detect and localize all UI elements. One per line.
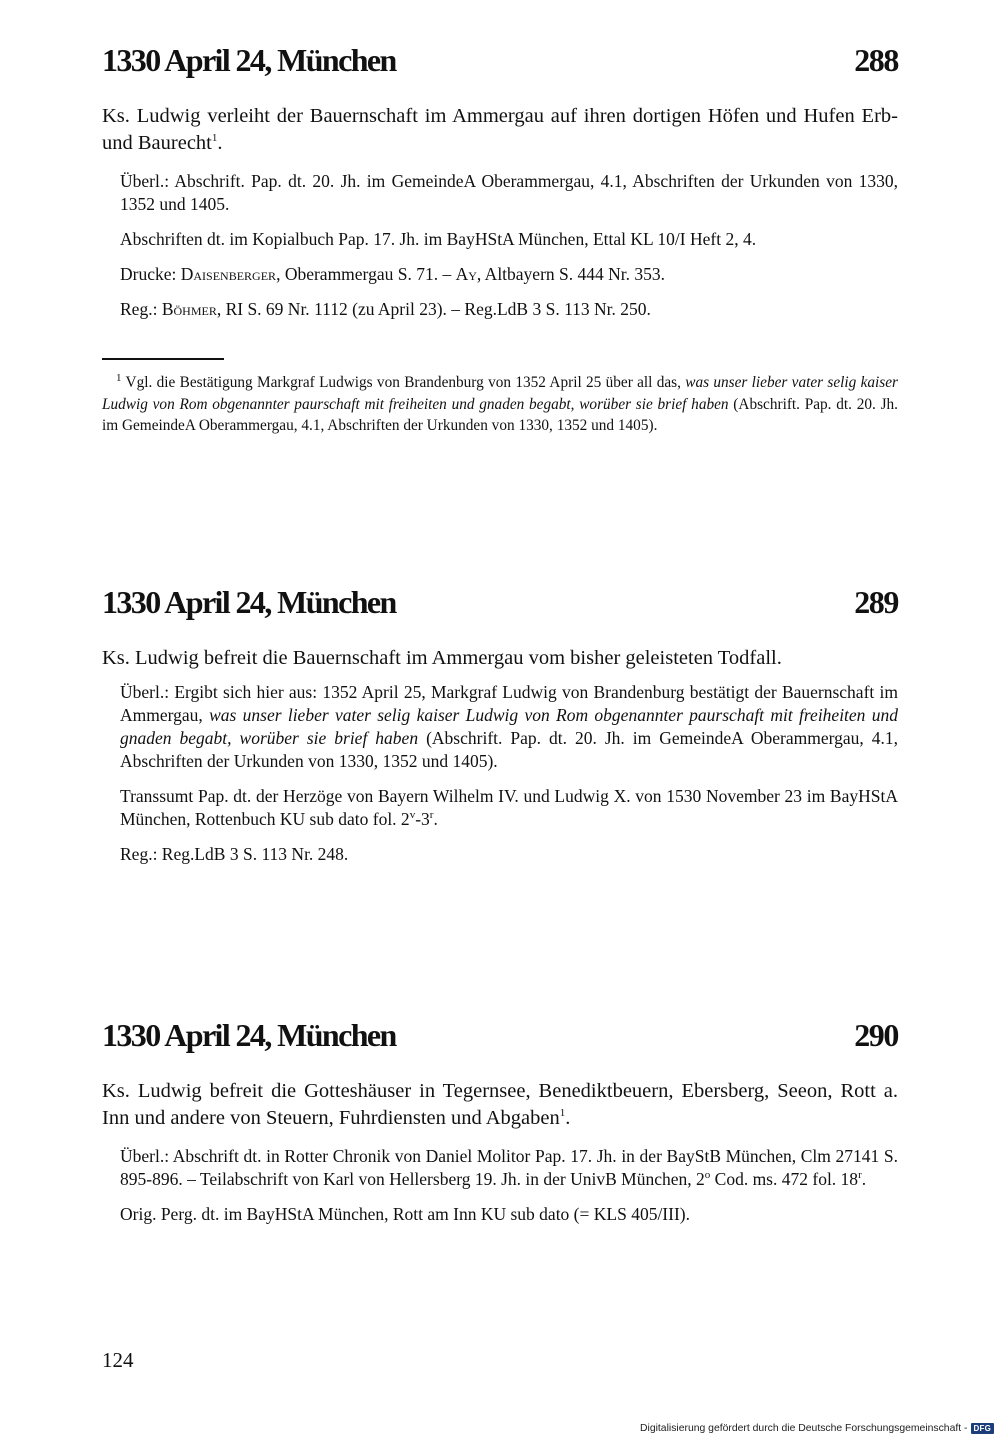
- entry-number: 289: [854, 584, 898, 620]
- footnote-reference[interactable]: 1: [559, 1107, 566, 1120]
- entry-date: 1330 April 24, München: [102, 1017, 396, 1053]
- entry-290: [102, 1017, 898, 1226]
- entry-regest: Ks. Ludwig verleiht der Bauernschaft im Ammergau auf ihren dortigen Höfen und Hufen Erb- und Baurecht$^1$.: [102, 105, 898, 154]
- original-paragraph: Orig. Perg. dt. im BayHStA München, Rott am Inn KU sub dato (= KLS 405/III).: [120, 1204, 690, 1224]
- transsumt-paragraph: Transsumt Pap. dt. der Herzöge von Bayern Wilhelm IV. und Ludwig X. von 1530 November 23 im BayHStA München, Rottenbuch KU sub dato fol. 2$^v$-3$^r$.: [120, 786, 898, 829]
- entry-header: [102, 584, 898, 624]
- entry-regest: Ks. Ludwig befreit die Bauernschaft im Ammergau vom bisher geleisteten Todfall.: [102, 647, 782, 669]
- footnote: $^1$ Vgl. die Bestätigung Markgraf Ludwigs von Brandenburg von 1352 April 25 über all das, was unser lieber vater selig kaiser Ludwig von Rom obgenannter paurschaft mit freiheiten und gnaden begabt, worüber sie brief haben (Abschrift. Pap. dt. 20. Jh. im GemeindeA Oberammergau, 4.1, Abschriften der Urkunden von 1330, 1352 und 1405).: [102, 371, 898, 435]
- entry-number: 290: [854, 1017, 898, 1053]
- page-number: 124: [102, 1348, 134, 1372]
- abschriften-paragraph: Abschriften dt. im Kopialbuch Pap. 17. Jh. im BayHStA München, Ettal KL 10/I Heft 2, 4.: [120, 229, 757, 249]
- regesten-paragraph: Reg.: Reg.LdB 3 S. 113 Nr. 248.: [120, 844, 349, 864]
- drucke-paragraph: Drucke: Daisenberger, Oberammergau S. 71. – Ay, Altbayern S. 444 Nr. 353.: [120, 264, 666, 284]
- footnote-mark: 1: [116, 371, 122, 384]
- funding-credit: [608, 1422, 994, 1434]
- regesten-paragraph: Reg.: Böhmer, RI S. 69 Nr. 1112 (zu April 23). – Reg.LdB 3 S. 113 Nr. 250.: [120, 299, 651, 319]
- dfg-logo-icon: DFG: [971, 1423, 995, 1434]
- entry-date: 1330 April 24, München: [102, 42, 396, 78]
- entry-regest: Ks. Ludwig befreit die Gotteshäuser in Tegernsee, Benediktbeuern, Ebersberg, Seeon, Rott a. Inn und andere von Steuern, Fuhrdiensten und Abgaben$^1$.: [102, 1080, 898, 1129]
- entry-289: [102, 584, 898, 866]
- uberlieferung-paragraph: Überl.: Abschrift. Pap. dt. 20. Jh. im GemeindeA Oberammergau, 4.1, Abschriften der Urkunden von 1330, 1352 und 1405.: [120, 171, 898, 214]
- uberlieferung-paragraph: Überl.: Abschrift dt. in Rotter Chronik von Daniel Molitor Pap. 17. Jh. in der BayStB München, Clm 27141 S. 895-896. – Teilabschrift von Karl von Hellersberg 19. Jh. in der UnivB München, 2$^o$ Cod. ms. 472 fol. 18$^r$.: [120, 1146, 898, 1189]
- entry-header: [102, 42, 898, 82]
- entry-number: 288: [854, 42, 898, 78]
- footnote-divider: [102, 358, 224, 360]
- entry-date: 1330 April 24, München: [102, 584, 396, 620]
- uberlieferung-paragraph: Überl.: Ergibt sich hier aus: 1352 April 25, Markgraf Ludwig von Brandenburg bestätigt der Bauernschaft im Ammergau, was unser lieber vater selig kaiser Ludwig von Rom obgenannter paurschaft mit freiheiten und gnaden begabt, worüber sie brief haben (Abschrift. Pap. dt. 20. Jh. im GemeindeA Oberammergau, 4.1, Abschriften der Urkunden von 1330, 1352 und 1405).: [120, 682, 898, 771]
- entry-header: [102, 1017, 898, 1057]
- entry-288: [102, 42, 898, 321]
- footnote-reference[interactable]: 1: [211, 132, 218, 145]
- credit-text: Digitalisierung gefördert durch die Deutsche Forschungsgemeinschaft -: [640, 1422, 968, 1434]
